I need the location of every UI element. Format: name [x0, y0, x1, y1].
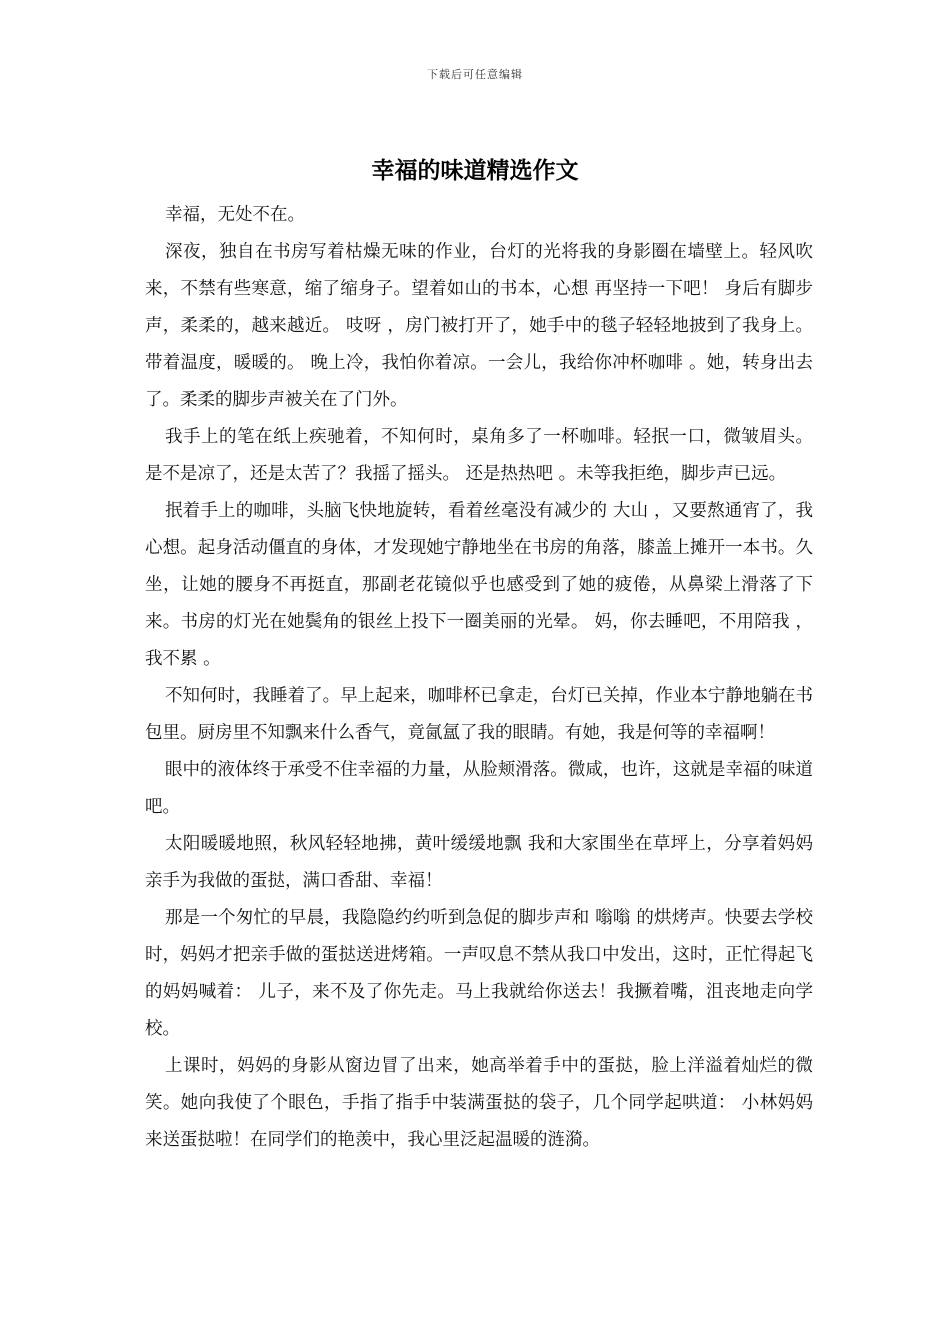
paragraph-5: 不知何时，我睡着了。早上起来，咖啡杯已拿走，台灯已关掉，作业本宁静地躺在书包里。厨房里不知飘来什么香气，竟氤氲了我的眼睛。有她，我是何等的幸福啊！ [145, 686, 813, 743]
paragraph-4: 抿着手上的咖啡，头脑飞快地旋转，看着丝毫没有减少的 大山 ，又要熬通宵了，我心想。起身活动僵直的身体，才发现她宁静地坐在书房的角落，膝盖上摊开一本书。久坐，让她的腰身不再挺直，那副老花镜似乎也感受到了她的疲倦，从鼻梁上滑落了下来。书房的灯光在她鬓角的银丝上投下一圈美丽的光晕。 妈，你去睡吧，不用陪我 ， 我不累 。 [145, 501, 813, 669]
paragraph-1: 幸福，无处不在。 [165, 205, 305, 225]
paragraph-6: 眼中的液体终于承受不住幸福的力量，从脸颊滑落。微咸，也许，这就是幸福的味道吧。 [145, 760, 813, 817]
document-body [145, 197, 813, 1159]
paragraph-3: 我手上的笔在纸上疾驰着，不知何时，桌角多了一杯咖啡。轻抿一口，微皱眉头。 是不是凉了，还是太苦了？我摇了摇头。 还是热热吧 。未等我拒绝，脚步声已远。 [145, 427, 813, 484]
document-title: 幸福的味道精选作文 [371, 157, 579, 184]
paragraph-9: 上课时，妈妈的身影从窗边冒了出来，她高举着手中的蛋挞，脸上洋溢着灿烂的微笑。她向我使了个眼色，手指了指手中装满蛋挞的袋子，几个同学起哄道： 小林妈妈来送蛋挞啦！在同学们的艳羡中，我心里泛起温暖的涟漪。 [145, 1056, 813, 1150]
paragraph-8: 那是一个匆忙的早晨，我隐隐约约听到急促的脚步声和 嗡嗡 的烘烤声。快要去学校时，妈妈才把亲手做的蛋挞送进烤箱。一声叹息不禁从我口中发出，这时，正忙得起飞的妈妈喊着： 儿子，来不及了你先走。马上我就给你送去！我撅着嘴，沮丧地走向学校。 [145, 908, 813, 1039]
paragraph-2: 深夜，独自在书房写着枯燥无味的作业，台灯的光将我的身影圈在墙壁上。轻风吹来，不禁有些寒意，缩了缩身子。望着如山的书本，心想 再坚持一下吧！ 身后有脚步声，柔柔的，越来越近。 吱呀 ，房门被打开了，她手中的毯子轻轻地披到了我身上。带着温度，暖暖的。 晚上冷，我怕你着凉。一会儿，我给你冲杯咖啡 。她，转身出去了。柔柔的脚步声被关在了门外。 [145, 242, 813, 410]
header-note: 下载后可任意编辑 [427, 68, 523, 81]
paragraph-7: 太阳暖暖地照，秋风轻轻地拂，黄叶缓缓地飘 我和大家围坐在草坪上，分享着妈妈亲手为我做的蛋挞，满口香甜、幸福！ [145, 834, 813, 891]
